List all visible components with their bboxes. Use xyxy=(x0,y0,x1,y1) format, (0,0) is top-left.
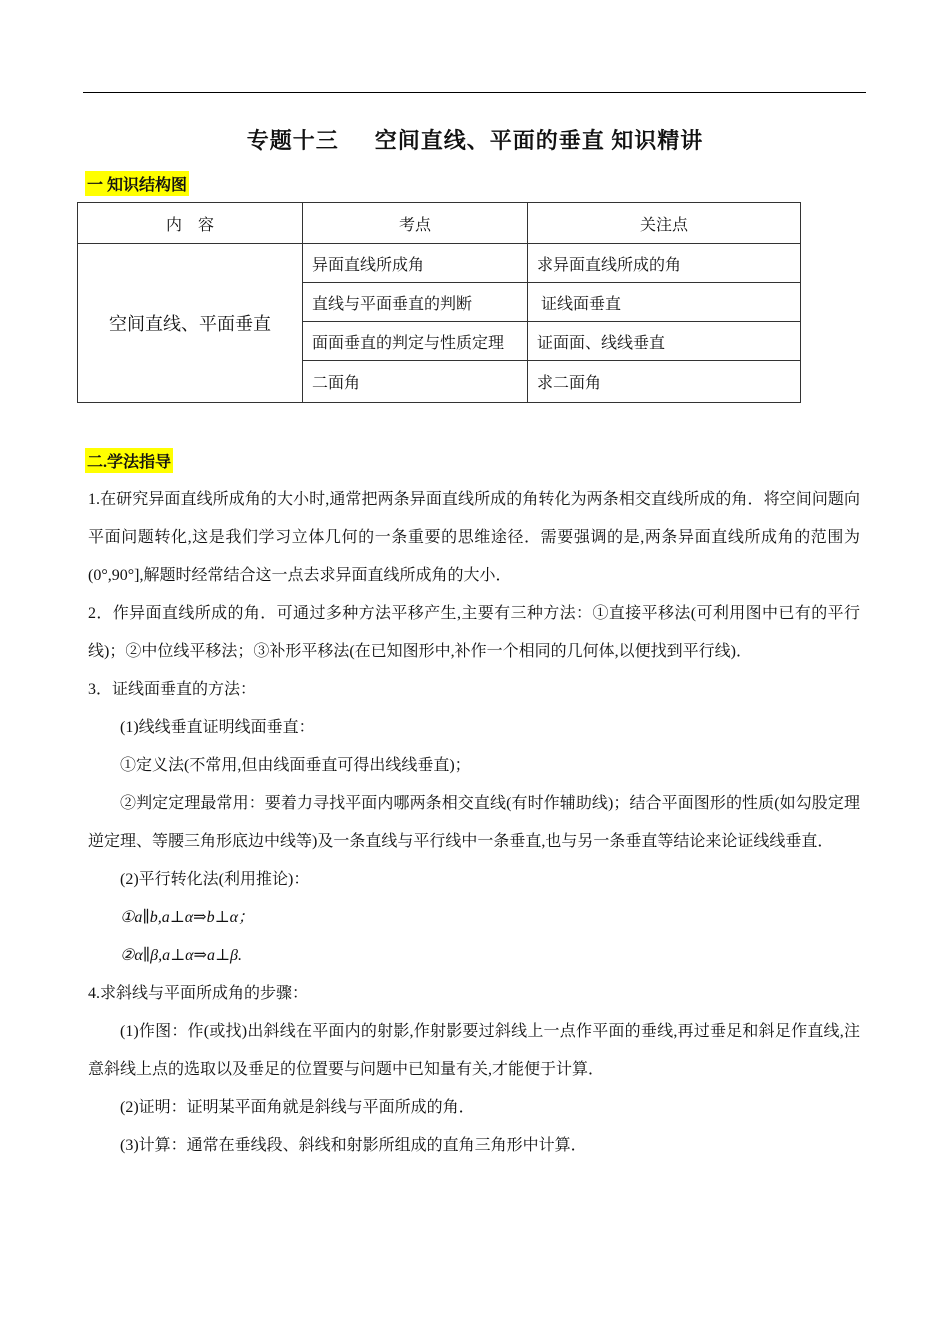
table-cell: 证线面垂直 xyxy=(528,283,801,322)
paragraph: ②判定定理最常用：要着力寻找平面内哪两条相交直线(有时作辅助线)；结合平面图形的性质(如勾股定理逆定理、等腰三角形底边中线等)及一条直线与平行线中一条垂直,也与另一条垂直等结论来论证线线垂直． xyxy=(88,795,860,850)
table-cell: 求异面直线所成的角 xyxy=(528,244,801,283)
table-header-row xyxy=(78,203,801,244)
paragraph: (3)计算：通常在垂线段、斜线和射影所组成的直角三角形中计算． xyxy=(120,1137,587,1154)
paragraph: 1.在研究异面直线所成角的大小时,通常把两条异面直线所成的角转化为两条相交直线所成的角．将空间问题向平面问题转化,这是我们学习立体几何的一条重要的思维途径．需要强调的是,两条异面直线所成角的范围为(0°,90°],解题时经常结合这一点去求异面直线所成角的大小． xyxy=(88,491,860,584)
page-title xyxy=(0,124,950,155)
table-cell: 直线与平面垂直的判断 xyxy=(303,283,528,322)
paragraph: (2)证明：证明某平面角就是斜线与平面所成的角． xyxy=(120,1099,475,1116)
section-heading-2: 二.学法指导 xyxy=(85,448,173,473)
paragraph: (1)作图：作(或找)出斜线在平面内的射影,作射影要过斜线上一点作平面的垂线,再过垂足和斜足作直线,注意斜线上点的选取以及垂足的位置要与问题中已知量有关,才能便于计算． xyxy=(88,1023,860,1078)
paragraph: ①定义法(不常用,但由线面垂直可得出线线垂直)； xyxy=(120,757,471,774)
merged-cell: 空间直线、平面垂直 xyxy=(78,244,303,403)
header-focus: 关注点 xyxy=(528,203,801,244)
table-cell: 证面面、线线垂直 xyxy=(528,322,801,361)
table-row xyxy=(78,244,801,283)
paragraph: 2．作异面直线所成的角．可通过多种方法平移产生,主要有三种方法：①直接平移法(可利用图中已有的平行线)；②中位线平移法；③补形平移法(在已知图形中,补作一个相同的几何体,以便找到平行线)． xyxy=(88,605,860,660)
table-cell: 求二面角 xyxy=(528,361,801,403)
knowledge-table xyxy=(77,202,801,403)
table-cell: 面面垂直的判定与性质定理 xyxy=(303,322,528,361)
formula: ②α∥β,a⊥α⇒a⊥β. xyxy=(120,947,242,964)
table-cell: 异面直线所成角 xyxy=(303,244,528,283)
paragraph: (2)平行转化法(利用推论)： xyxy=(120,871,310,888)
header-content: 内 容 xyxy=(78,203,303,244)
section-heading-1: 一 知识结构图 xyxy=(85,171,189,196)
header-rule xyxy=(83,92,866,93)
title-part1: 专题十三 xyxy=(246,128,339,153)
table-cell: 二面角 xyxy=(303,361,528,403)
title-part2: 空间直线、平面的垂直 知识精讲 xyxy=(374,128,704,153)
formula: ①a∥b,a⊥α⇒b⊥α； xyxy=(120,909,255,926)
paragraph: (1)线线垂直证明线面垂直： xyxy=(120,719,315,736)
paragraph: 3．证线面垂直的方法： xyxy=(88,681,257,698)
paragraph: 4.求斜线与平面所成角的步骤： xyxy=(88,985,309,1002)
study-guide xyxy=(88,481,860,1165)
header-points: 考点 xyxy=(303,203,528,244)
